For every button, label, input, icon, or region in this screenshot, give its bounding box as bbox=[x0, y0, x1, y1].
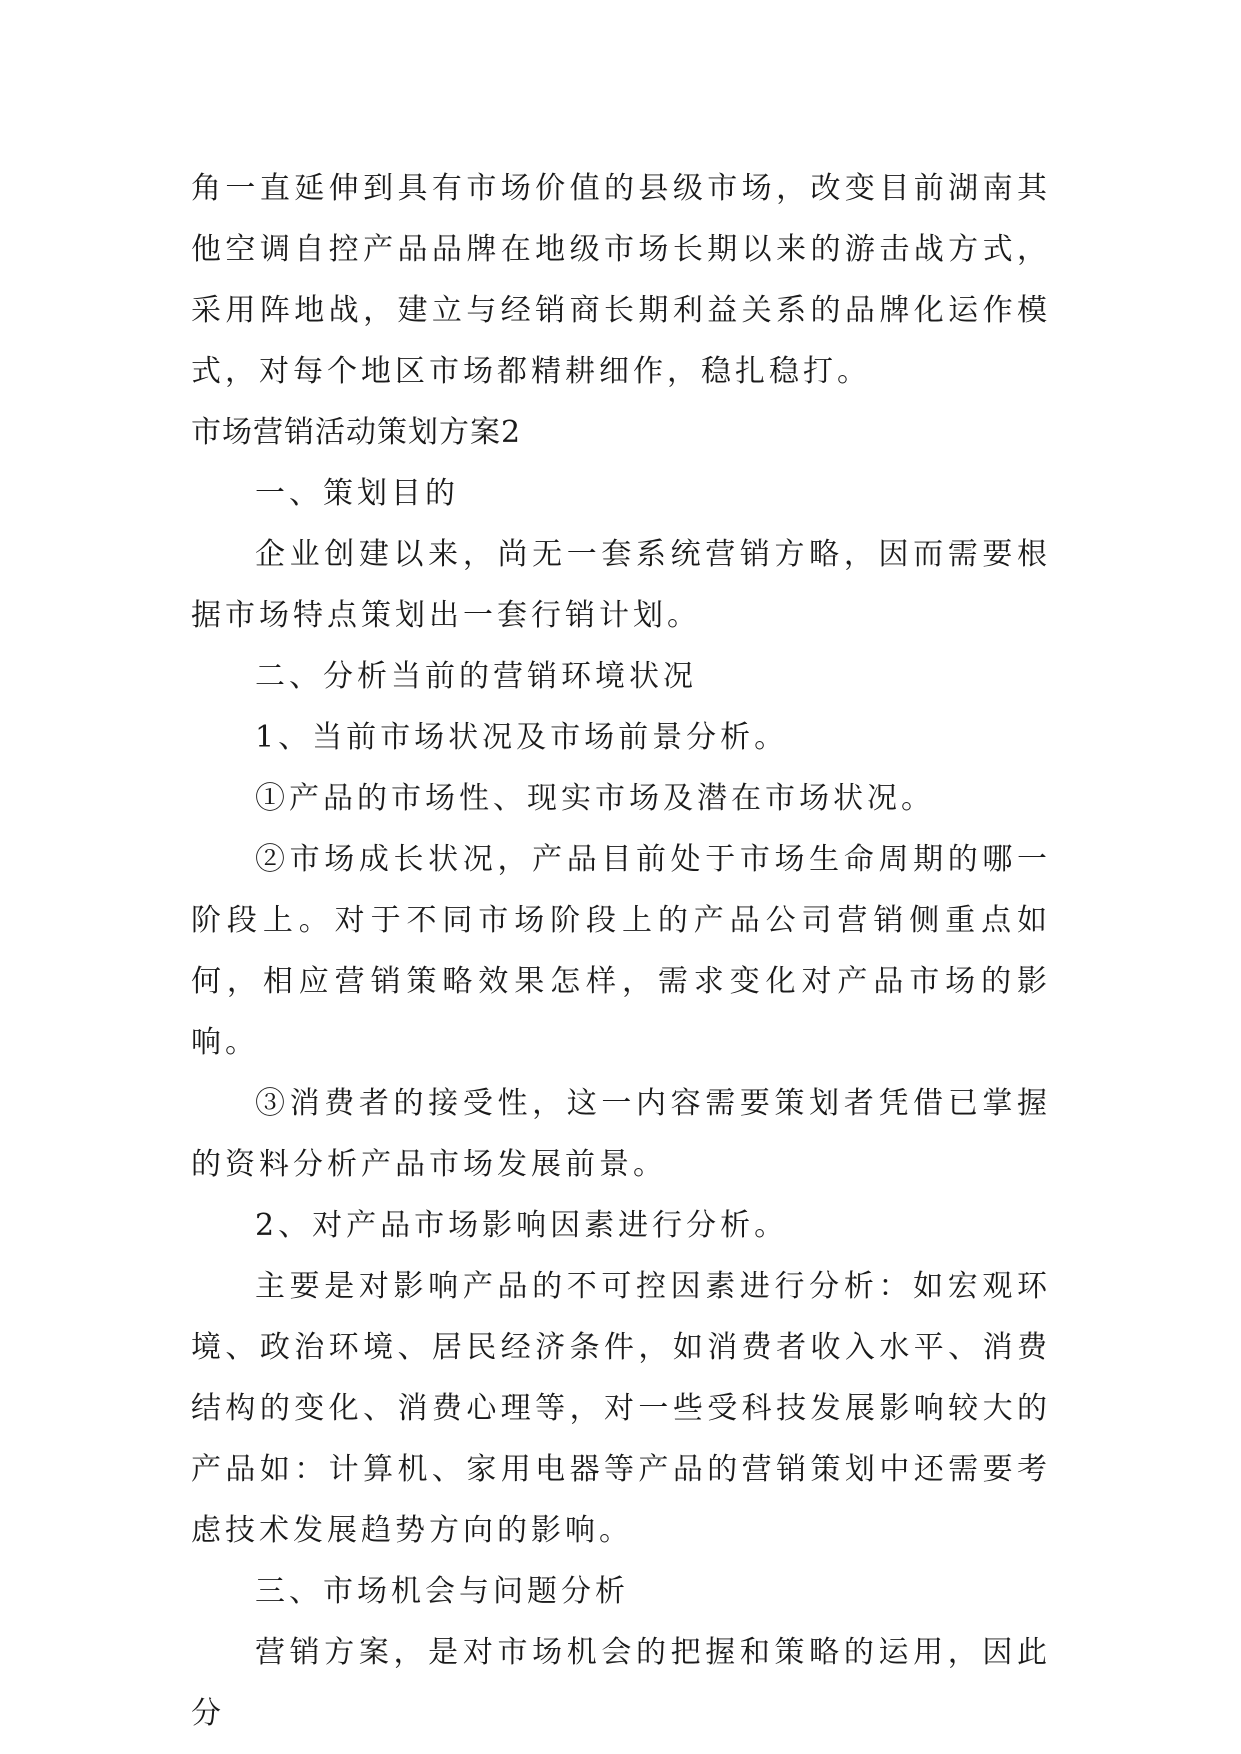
subheading-market-status: 1、当前市场状况及市场前景分析。 bbox=[255, 720, 789, 755]
paragraph: 主要是对影响产品的不可控因素进行分析：如宏观环境、政治环境、居民经济条件，如消费者收入水平、消费结构的变化、消费心理等，对一些受科技发展影响较大的产品如：计算机、家用电器等产品的营销策划中还需要考虑技术发展趋势方向的影响。 bbox=[191, 1269, 1051, 1548]
section-title: 市场营销活动策划方案2 bbox=[191, 415, 522, 450]
list-item: ③消费者的接受性，这一内容需要策划者凭借已掌握的资料分析产品市场发展前景。 bbox=[191, 1086, 1051, 1182]
heading-objective: 一、策划目的 bbox=[255, 476, 459, 511]
subheading-factors: 2、对产品市场影响因素进行分析。 bbox=[255, 1208, 789, 1243]
list-item: ②市场成长状况，产品目前处于市场生命周期的哪一阶段上。对于不同市场阶段上的产品公司营销侧重点如何，相应营销策略效果怎样，需求变化对产品市场的影响。 bbox=[191, 842, 1051, 1060]
heading-opportunity: 三、市场机会与问题分析 bbox=[255, 1574, 629, 1609]
heading-environment: 二、分析当前的营销环境状况 bbox=[255, 659, 697, 694]
document-body bbox=[191, 158, 1051, 1744]
paragraph: 角一直延伸到具有市场价值的县级市场，改变目前湖南其他空调自控产品品牌在地级市场长期以来的游击战方式，采用阵地战，建立与经销商长期利益关系的品牌化运作模式，对每个地区市场都精耕细作，稳扎稳打。 bbox=[191, 171, 1051, 389]
paragraph: 营销方案，是对市场机会的把握和策略的运用，因此分 bbox=[191, 1635, 1051, 1731]
list-item: ①产品的市场性、现实市场及潜在市场状况。 bbox=[255, 781, 935, 816]
paragraph: 企业创建以来，尚无一套系统营销方略，因而需要根据市场特点策划出一套行销计划。 bbox=[191, 537, 1051, 633]
